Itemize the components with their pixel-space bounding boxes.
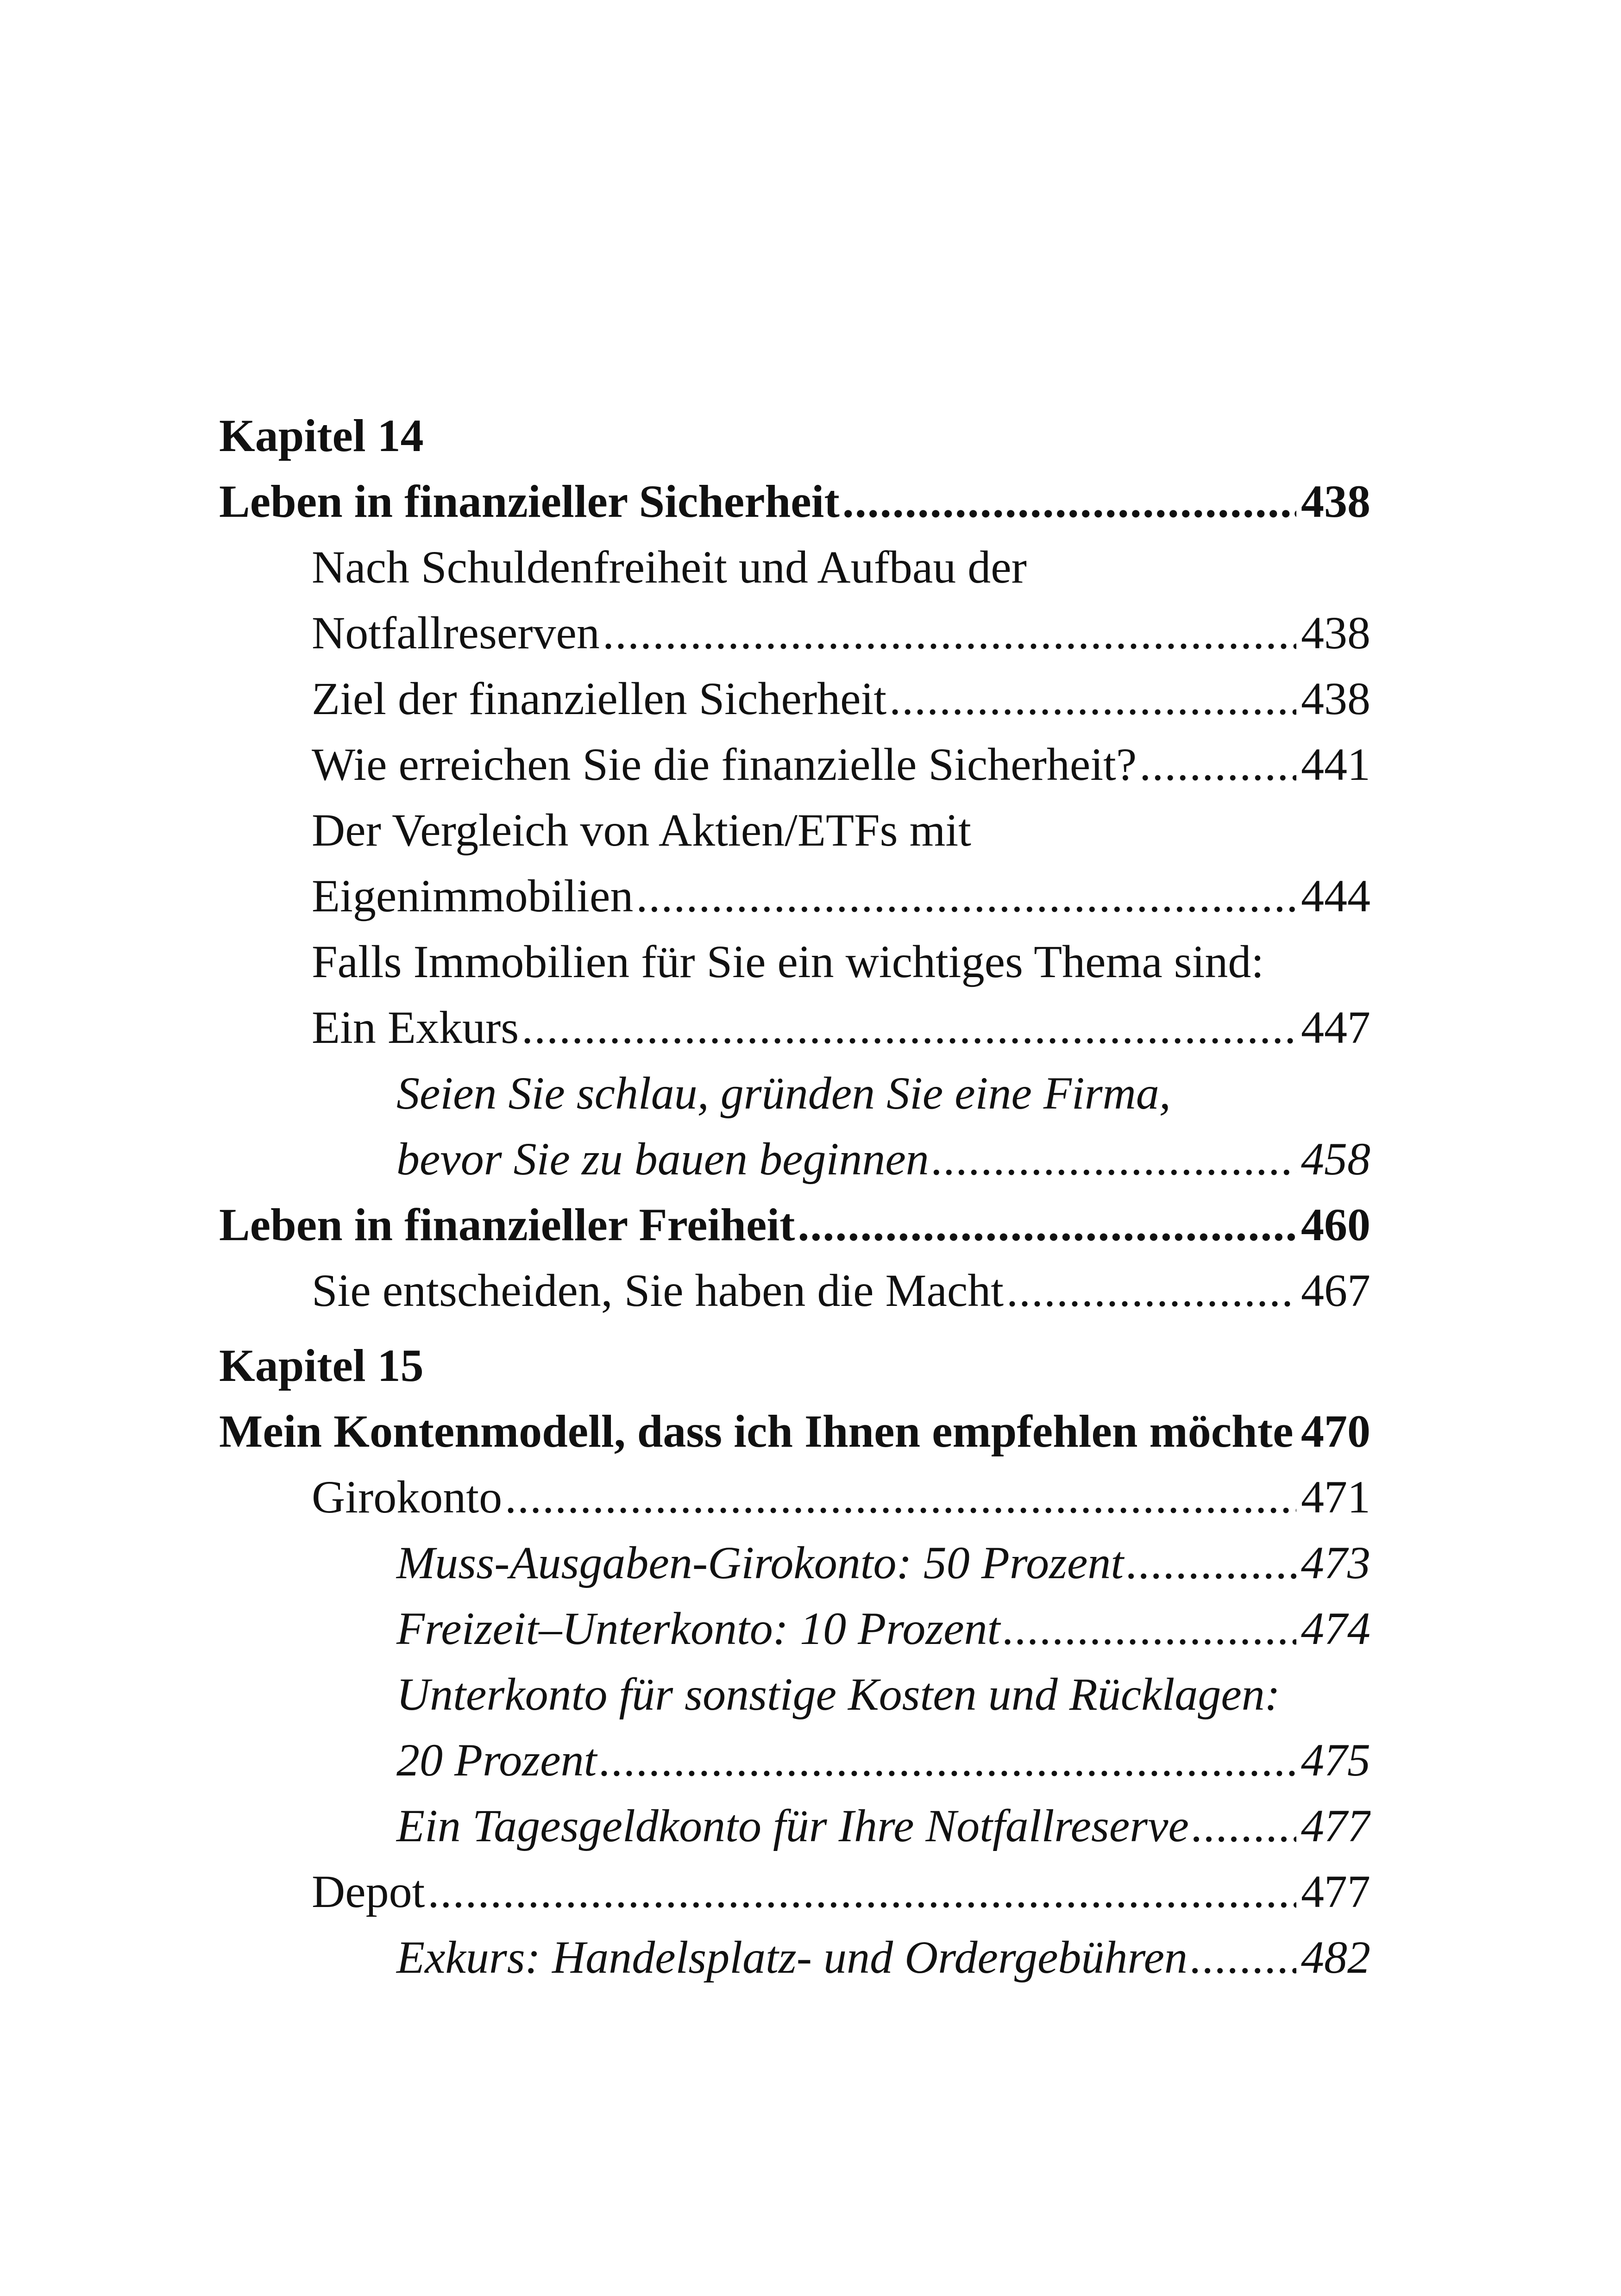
- toc-entry-line1: [219, 929, 1370, 995]
- toc-title: Ziel der finanziellen Sicherheit: [312, 673, 887, 724]
- toc-title: Freizeit–Unterkonto: 10 Prozent: [396, 1603, 1000, 1654]
- chapter-15-heading: [219, 1333, 1370, 1399]
- page-number: 467: [1301, 1265, 1370, 1316]
- toc-title: Mein Kontenmodell, dass ich Ihnen empfehlen möchte: [219, 1405, 1294, 1457]
- toc-entry-exkurs: [219, 995, 1370, 1060]
- dot-leader: [1190, 1925, 1296, 1990]
- page-number: 460: [1301, 1199, 1370, 1250]
- toc-subentry-handelsplatz: [219, 1925, 1370, 1990]
- toc-title: 20 Prozent: [396, 1734, 597, 1786]
- page-number: 458: [1301, 1133, 1370, 1185]
- toc-subentry-freizeit: [219, 1596, 1370, 1662]
- dot-leader: [636, 863, 1296, 929]
- toc-title: Leben in finanzieller Sicherheit: [219, 476, 840, 527]
- toc-entry-depot: [219, 1859, 1370, 1925]
- page-number: 438: [1301, 476, 1370, 527]
- toc-title: Der Vergleich von Aktien/ETFs mit: [312, 804, 971, 856]
- toc-title: Exkurs: Handelsplatz- und Ordergebühren: [396, 1932, 1188, 1983]
- toc-subentry-tagesgeldkonto: [219, 1793, 1370, 1859]
- toc-title: Girokonto: [312, 1471, 503, 1523]
- chapter-14-heading: [219, 403, 1370, 469]
- page-number: 482: [1301, 1932, 1370, 1983]
- page-number: 438: [1301, 607, 1370, 659]
- toc-title: Muss-Ausgaben-Girokonto: 50 Prozent: [396, 1537, 1124, 1588]
- dot-leader: [842, 469, 1296, 534]
- dot-leader: [932, 1126, 1296, 1192]
- chapter-heading-text: Kapitel 15: [219, 1340, 424, 1391]
- toc-title: Leben in finanzieller Freiheit: [219, 1199, 795, 1250]
- dot-leader: [1139, 732, 1296, 797]
- dot-leader: [1192, 1793, 1296, 1859]
- page-number: 474: [1301, 1603, 1370, 1654]
- page-number: 447: [1301, 1002, 1370, 1053]
- toc-title: Seien Sie schlau, gründen Sie eine Firma,: [396, 1067, 1171, 1119]
- toc-subentry-bauen: [219, 1126, 1370, 1192]
- dot-leader: [603, 600, 1296, 666]
- dot-leader: [427, 1859, 1296, 1925]
- toc-entry-line1: [219, 797, 1370, 863]
- dot-leader: [798, 1192, 1296, 1258]
- page-number: 444: [1301, 870, 1370, 922]
- toc-title: bevor Sie zu bauen beginnen: [396, 1133, 929, 1185]
- toc-title: Nach Schuldenfreiheit und Aufbau der: [312, 541, 1027, 593]
- page-number: 477: [1301, 1800, 1370, 1851]
- toc-section-leben-freiheit: [219, 1192, 1370, 1258]
- page-number: 475: [1301, 1734, 1370, 1786]
- dot-leader: [889, 666, 1296, 732]
- toc-title: Depot: [312, 1866, 425, 1917]
- page-number: 477: [1301, 1866, 1370, 1917]
- toc-entry-line1: [219, 534, 1370, 600]
- toc-title: Eigenimmobilien: [312, 870, 634, 922]
- toc-title: Notfallreserven: [312, 607, 600, 659]
- page-number: 438: [1301, 673, 1370, 724]
- toc-title: Unterkonto für sonstige Kosten und Rücklagen:: [396, 1669, 1281, 1720]
- toc-entry-wie-erreichen: [219, 732, 1370, 797]
- toc-subentry-sonstige-kosten: [219, 1727, 1370, 1793]
- toc-title: Falls Immobilien für Sie ein wichtiges Thema sind:: [312, 936, 1264, 987]
- toc-entry-eigenimmobilien: [219, 863, 1370, 929]
- dot-leader: [1006, 1258, 1296, 1324]
- page-number: 473: [1301, 1537, 1370, 1588]
- toc-subentry-line1: [219, 1662, 1370, 1727]
- dot-leader: [505, 1464, 1296, 1530]
- toc-title: Sie entscheiden, Sie haben die Macht: [312, 1265, 1004, 1316]
- dot-leader: [1126, 1530, 1296, 1596]
- toc-title: Wie erreichen Sie die finanzielle Sicherheit?: [312, 739, 1137, 790]
- dot-leader: [599, 1727, 1296, 1793]
- dot-leader: [521, 995, 1296, 1060]
- toc-entry-notfallreserven: [219, 600, 1370, 666]
- toc-entry-girokonto: [219, 1464, 1370, 1530]
- toc-section-kontenmodell: [219, 1399, 1370, 1464]
- toc-subentry-line1: [219, 1060, 1370, 1126]
- toc-section-leben-sicherheit: [219, 469, 1370, 534]
- toc-subentry-muss-ausgaben: [219, 1530, 1370, 1596]
- toc-title: Ein Exkurs: [312, 1002, 519, 1053]
- page-number: 471: [1301, 1471, 1370, 1523]
- table-of-contents: [219, 403, 1370, 1990]
- page-number: 441: [1301, 739, 1370, 790]
- page-number: 470: [1301, 1405, 1370, 1457]
- toc-entry-macht: [219, 1258, 1370, 1324]
- toc-entry-ziel: [219, 666, 1370, 732]
- chapter-heading-text: Kapitel 14: [219, 410, 424, 461]
- dot-leader: [1003, 1596, 1296, 1662]
- toc-title: Ein Tagesgeldkonto für Ihre Notfallreserve: [396, 1800, 1189, 1851]
